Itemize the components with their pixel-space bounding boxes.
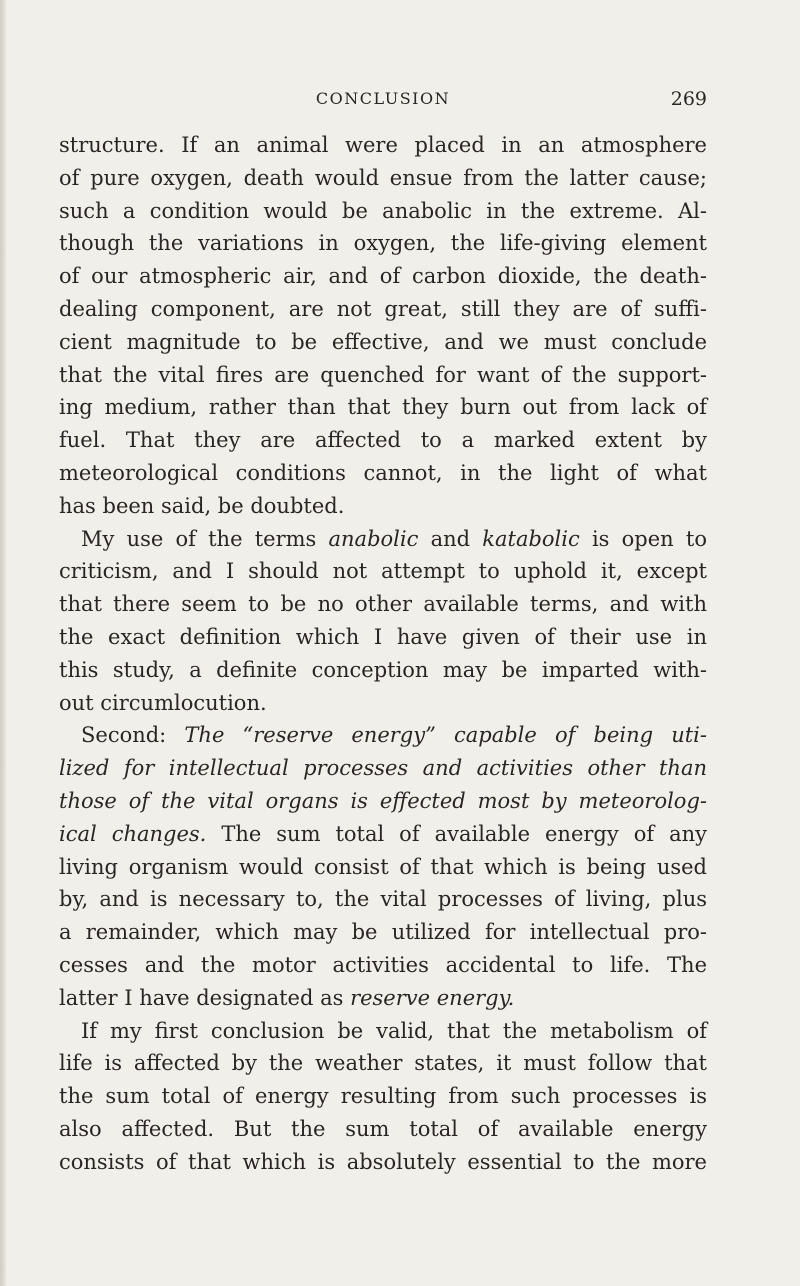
text-line: If my first conclusion be valid, that the metabolism of — [81, 1018, 707, 1043]
running-head — [59, 86, 707, 112]
text-line: of pure oxygen, death would ensue from the latter cause; — [59, 165, 707, 190]
text-line: cient magnitude to be effective, and we must conclude — [59, 329, 707, 354]
text-line: My use of the terms anabolic and katabolic is open to — [81, 526, 707, 551]
text-line: life is affected by the weather states, it must follow that — [59, 1051, 707, 1076]
text-line: ing medium, rather than that they burn out from lack of — [59, 395, 707, 420]
text-line — [59, 785, 707, 818]
text-line: the sum total of energy resulting from such processes is — [59, 1084, 707, 1109]
body-text — [59, 129, 707, 1179]
italic-proposition: ical changes. — [59, 821, 207, 846]
italic-proposition: The “reserve energy” capable of being uti- — [184, 723, 707, 748]
text-line: living organism would consist of that which is being used — [59, 854, 707, 879]
text-line: latter I have designated as reserve energy. — [59, 985, 515, 1010]
text-line: though the variations in oxygen, the life-giving element — [59, 231, 707, 256]
text-line — [59, 719, 707, 752]
text-line: the exact definition which I have given of their use in — [59, 624, 707, 649]
text-line: fuel. That they are affected to a marked extent by — [59, 428, 707, 453]
text-line: this study, a definite conception may be imparted with- — [59, 657, 707, 682]
text-line: cesses and the motor activities accidental to life. The — [59, 952, 707, 977]
page-number: 269 — [670, 88, 707, 110]
text-line: that the vital fires are quenched for want of the support- — [59, 362, 707, 387]
text-line: a remainder, which may be utilized for intellectual pro- — [59, 920, 707, 945]
text-line: criticism, and I should not attempt to uphold it, except — [59, 559, 707, 584]
italic-term: reserve energy. — [350, 985, 515, 1010]
text-line: by, and is necessary to, the vital processes of living, plus — [59, 887, 707, 912]
italic-term: anabolic — [328, 526, 419, 551]
italic-proposition: those of the vital organs is effected most by meteorolog- — [59, 788, 707, 813]
section-label: Second: — [81, 723, 167, 748]
italic-proposition: lized for intellectual processes and activities other than — [59, 756, 707, 781]
text-line: also affected. But the sum total of available energy — [59, 1116, 707, 1141]
text-line: has been said, be doubted. — [59, 493, 345, 518]
text-line: structure. If an animal were placed in an atmosphere — [59, 133, 707, 157]
text-line — [59, 752, 707, 785]
text-line: out circumlocution. — [59, 690, 267, 715]
text-line: dealing component, are not great, still they are of suffi- — [59, 296, 707, 321]
running-title: CONCLUSION — [315, 89, 451, 108]
italic-term: katabolic — [482, 526, 580, 551]
text-line: of our atmospheric air, and of carbon dioxide, the death- — [59, 264, 707, 289]
text-line: such a condition would be anabolic in the extreme. Al- — [59, 198, 707, 223]
text-line: ical changes. The sum total of available energy of any — [59, 821, 707, 846]
text-line: meteorological conditions cannot, in the light of what — [59, 460, 707, 485]
text-line: consists of that which is absolutely essential to the more — [59, 1149, 707, 1174]
text-line: that there seem to be no other available terms, and with — [59, 592, 707, 617]
